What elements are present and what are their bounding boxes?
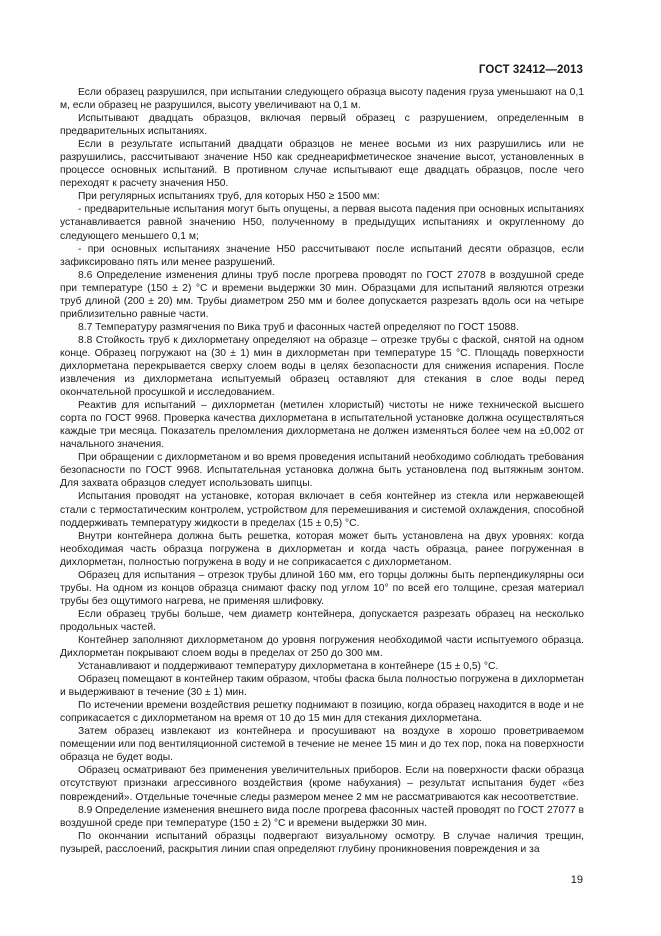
page-number: 19 [570,874,583,886]
paragraph-reagent: Реактив для испытаний – дихлорметан (метилен хлористый) чистоты не ниже технической высшего сорта по ГОСТ 9968. Проверка качества дихлорметана в испытательной установке должна осуществляться каждые три месяца. Показатель преломления дихлорметана не должен изменяться более чем на ±0,002 от начального значения. [60,400,584,451]
paragraph-grid: Внутри контейнера должна быть решетка, которая может быть установлена на двух уровнях: когда необходимая часть образца погружена в дихлорметан и когда часть образца, ранее погруженная в дихлорметан, полностью погружена в воду и не соприкасается с дихлорметаном. [60,530,584,568]
paragraph-drop-height: Если образец разрушился, при испытании следующего образца высоту падения груза уменьшают на 0,1 м, если образец не разрушился, высоту увеличивают на 0,1 м. [60,87,584,112]
paragraph-8-8: 8.8 Стойкость труб к дихлорметану определяют на образце – отрезке трубы с фаской, снятой на одном конце. Образец погружают на (30 ± 1) мин в дихлорметан при температуре 15 °С. Площадь поверхности дихлорметана перекрывается сверху слоем воды в целях безопасности для снижения испарения. После извлечения из дихлорметана испытуемый образец оставляют для стекания в слое воды перед окончательной просушкой и исследованием. [60,334,584,399]
list-item-main-tests: - при основных испытаниях значение Н50 рассчитывают после испытаний десяти образцов, если зафиксировано пять или менее разрушений. [60,243,584,268]
paragraph-inspect: Образец осматривают без применения увеличительных приборов. Если на поверхности фаски образца отсутствуют признаки агрессивного воздействия (кроме набухания) – результат испытания будет «без повреждений». Отдельные точечные следы размером менее 2 мм не рассматриваются как несоответствие. [60,765,584,803]
paragraph-fill-container: Контейнер заполняют дихлорметаном до уровня погружения необходимой части испытуемого образца. Дихлорметан покрывают слоем воды в пределах от 250 до 300 мм. [60,634,584,660]
document-body [60,86,584,856]
document-header: ГОСТ 32412—2013 [478,64,583,76]
paragraph-sample: Образец для испытания – отрезок трубы длиной 160 мм, его торцы должны быть перпендикулярны оси трубы. На одном из концов образца снимают фаску под углом 10° по всей его толщине, срезая материал трубы без ощутимого нагрева, не применяя шлифовку. [60,569,584,607]
paragraph-8-7: 8.7 Температуру размягчения по Вика труб и фасонных частей определяют по ГОСТ 15088. [78,321,519,333]
paragraph-raise-grid: По истечении времени воздействия решетку поднимают в позицию, когда образец находится в воде и не соприкасается с дихлорметаном на время от 10 до 15 мин для стекания дихлорметана. [60,700,584,725]
paragraph-safety: При обращении с дихлорметаном и во время проведения испытаний необходимо соблюдать требования безопасности по ГОСТ 9968. Испытательная установка должна быть установлена под вытяжным зонтом. Для захвата образцов следует использовать шипцы. [60,452,584,490]
paragraph-8-9: 8.9 Определение изменения внешнего вида после прогрева фасонных частей проводят по ГОСТ 27077 в воздушной среде при температуре (150 ± 2) °С и времени выдержки 30 мин. [60,804,584,829]
paragraph-dry-sample: Затем образец извлекают из контейнера и просушивают на воздухе в хорошо проветриваемом помещении или под вентиляционной системой в течение не менее 15 мин и до тех пор, пока на поверхности образца не будет воды. [60,726,584,764]
paragraph-twenty-samples: Испытывают двадцать образцов, включая первый образец с разрушением, определенным в предварительных испытаниях. [60,113,584,138]
paragraph-apparatus: Испытания проводят на установке, которая включает в себя контейнер из стекла или нержавеющей стали с термостатическим контролем, устройством для перемешивания и системой охлаждения, способной поддерживать температуру жидкости в пределах (15 ± 0,5) °С. [60,491,584,529]
paragraph-visual-inspection: По окончании испытаний образцы подвергают визуальному осмотру. В случае наличия трещин, пузырей, расслоений, раскрытия линии спая определяют глубину проникновения повреждения и за [60,830,584,855]
paragraph-h50-calc: Если в результате испытаний двадцати образцов не менее восьми из них разрушились или не разрушились, рассчитывают значение Н50 как среднеарифметическое значение высот, установленных в процессе основных испытаний. В противном случае испытывают еще двадцать образцов, после чего переходят к расчету значения Н50. [60,139,584,190]
paragraph-cut-sample: Если образец трубы больше, чем диаметр контейнера, допускается разрезать образец на несколько продольных частей. [60,608,584,633]
paragraph-8-6: 8.6 Определение изменения длины труб после прогрева проводят по ГОСТ 27078 в воздушной среде при температуре (150 ± 2) °С и времени выдержки 30 мин. Образцами для испытаний являются отрезки труб длиной (200 ± 20) мм. Трубы диаметром 250 мм и более допускается разрезать вдоль оси на четыре приблизительно равные части. [60,269,584,320]
list-item-preliminary: - предварительные испытания могут быть опущены, а первая высота падения при основных испытаниях устанавливается равной значению Н50, полученному в предыдущих испытаниях и округленному до следующего меньшего 0,1 м; [60,204,584,242]
paragraph-regular-tests: При регулярных испытаниях труб, для которых Н50 ≥ 1500 мм: [78,191,380,203]
paragraph-place-sample: Образец помещают в контейнер таким образом, чтобы фаска была полностью погружена в дихлорметан и выдерживают в течение (30 ± 1) мин. [60,674,584,699]
paragraph-temperature: Устанавливают и поддерживают температуру дихлорметана в контейнере (15 ± 0,5) °С. [78,661,499,673]
